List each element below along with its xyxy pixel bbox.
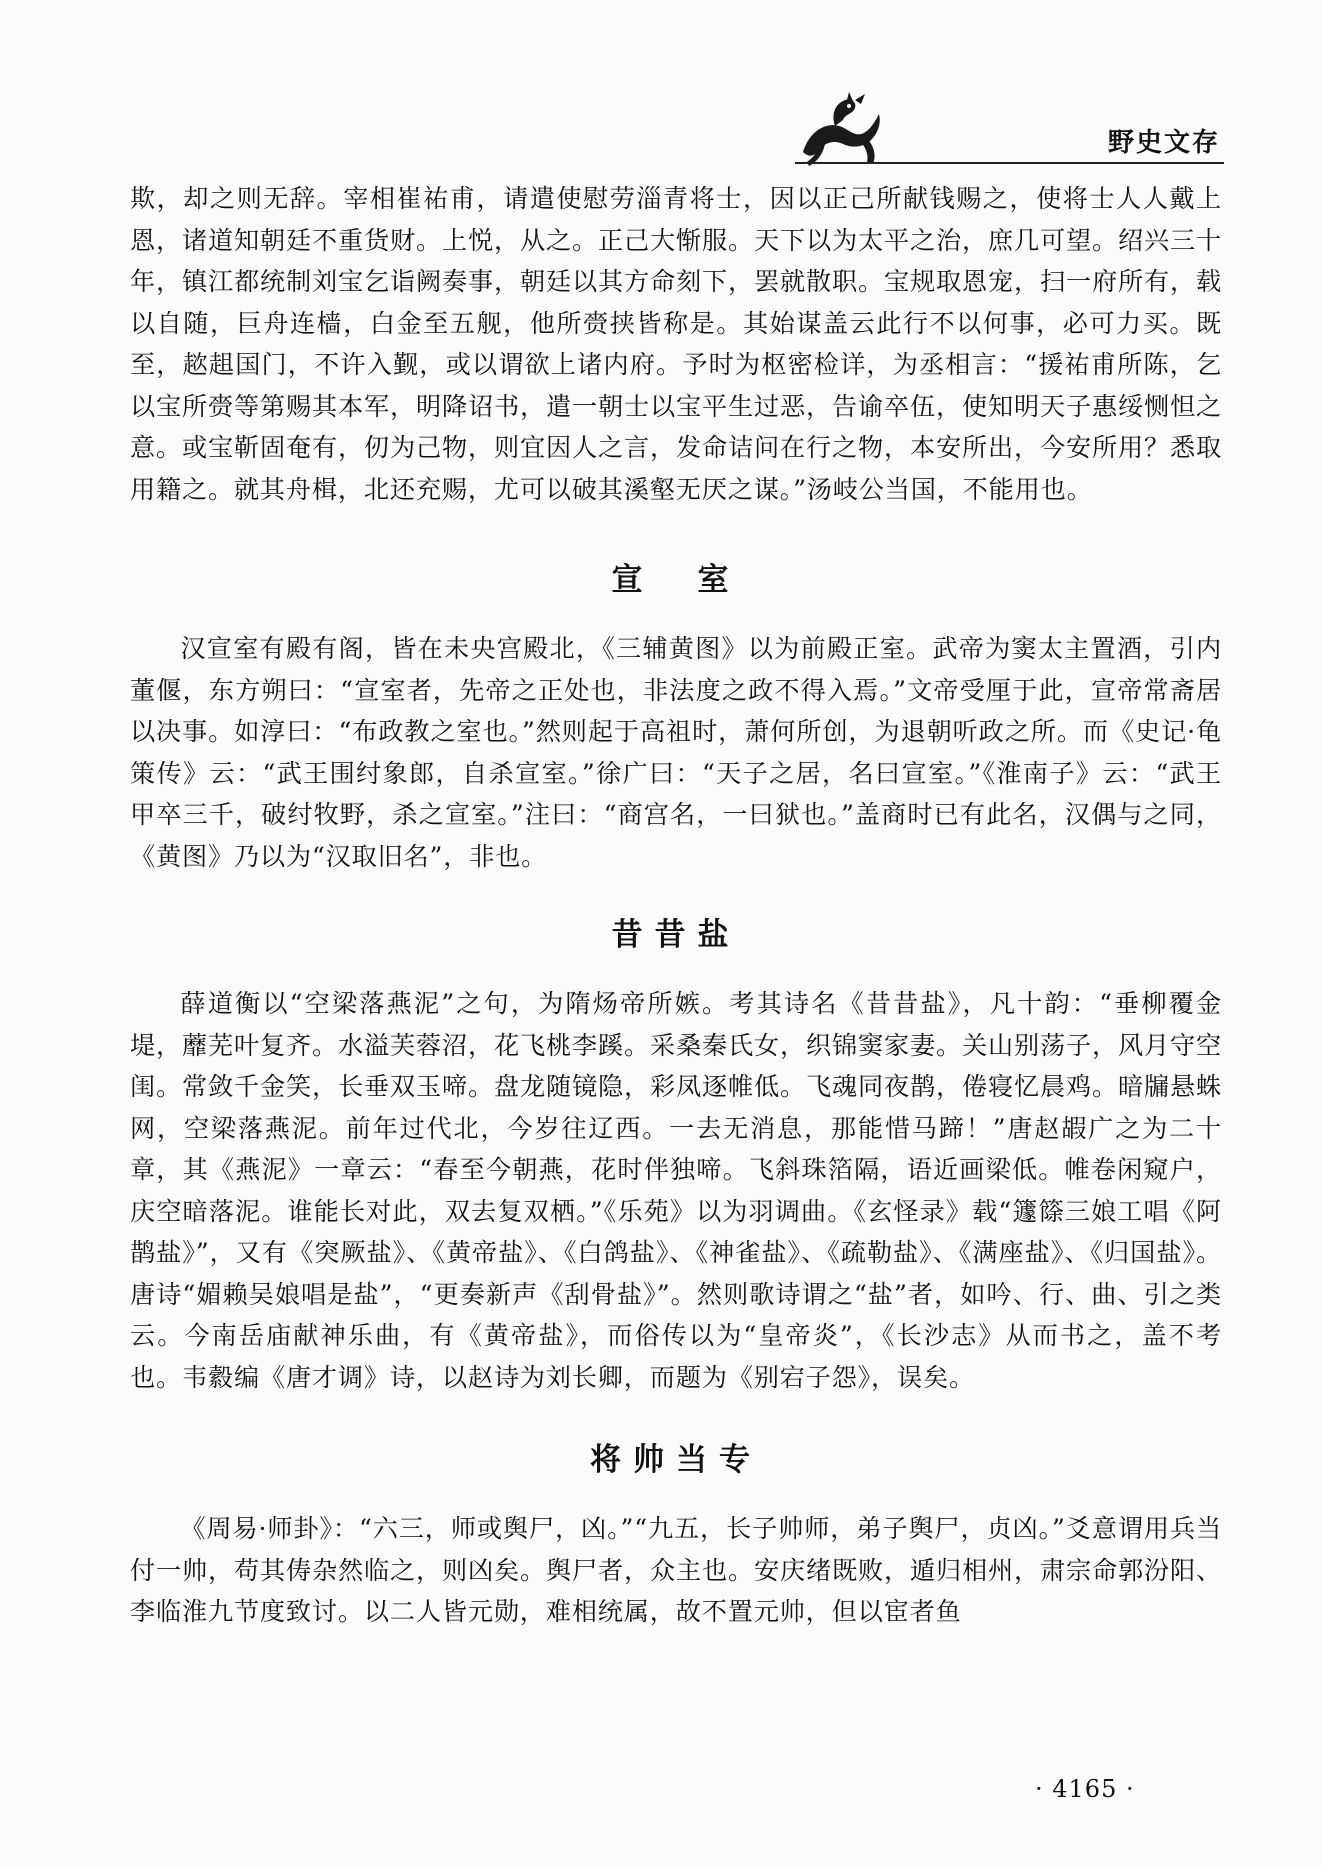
dragon-emblem-icon [795, 92, 895, 170]
page-body [130, 178, 1222, 1633]
body-paragraph: 薛道衡以“空梁落燕泥”之句，为隋炀帝所嫉。考其诗名《昔昔盐》，凡十韵：“垂柳覆金堤，蘼芜叶复齐。水溢芙蓉沼，花飞桃李蹊。采桑秦氏女，织锦窦家妻。关山别荡子，风月守空闺。常敛千金笑，长垂双玉啼。盘龙随镜隐，彩凤逐帷低。飞魂同夜鹊，倦寝忆晨鸡。暗牖悬蛛网，空梁落燕泥。前年过代北，今岁往辽西。一去无消息，那能惜马蹄！”唐赵嘏广之为二十章，其《燕泥》一章云：“春至今朝燕，花时伴独啼。飞斜珠箔隔，语近画梁低。帷卷闲窥户，庆空暗落泥。谁能长对此，双去复双栖。”《乐苑》以为羽调曲。《玄怪录》载“籧篨三娘工唱《阿鹊盐》”，又有《突厥盐》、《黄帝盐》、《白鸽盐》、《神雀盐》、《疏勒盐》、《满座盐》、《归国盐》。唐诗“媚赖吴娘唱是盐”，“更奏新声《刮骨盐》”。然则歌诗谓之“盐”者，如吟、行、曲、引之类云。今南岳庙献神乐曲，有《黄帝盐》，而俗传以为“皇帝炎”，《长沙志》从而书之，盖不考也。韦縠编《唐才调》诗，以赵诗为刘长卿，而题为《别宕子怨》，误矣。 [130, 989, 1222, 1392]
body-paragraph: 汉宣室有殿有阁，皆在未央宫殿北，《三辅黄图》以为前殿正室。武帝为窦太主置酒，引内董偃，东方朔曰：“宣室者，先帝之正处也，非法度之政不得入焉。”文帝受厘于此，宣帝常斋居以决事。如淳曰：“布政教之室也。”然则起于高祖时，萧何所创，为退朝听政之所。而《史记·龟策传》云：“武王围纣象郎，自杀宣室。”徐广曰：“天子之居，名曰宣室。”《淮南子》云：“武王甲卒三千，破纣牧野，杀之宣室。”注曰：“商宫名，一曰狱也。”盖商时已有此名，汉偶与之同，《黄图》乃以为“汉取旧名”，非也。 [130, 634, 1222, 871]
series-title: 野史文存 [1107, 128, 1220, 158]
section-heading-xuanshi: 宣 室 [611, 562, 741, 598]
body-paragraph: 《周易·师卦》：“六三，师或舆尸，凶。”“九五，长子帅师，弟子舆尸，贞凶。”爻意谓用兵当付一帅，苟其俦杂然临之，则凶矣。舆尸者，众主也。安庆绪既败，遁归相州，肃宗命郭汾阳、李临淮九节度致讨。以二人皆元勋，难相统属，故不置元帅，但以宦者鱼 [130, 1514, 1222, 1626]
section-heading-xixiyan: 昔昔盐 [611, 917, 741, 953]
header-rule [795, 162, 1224, 164]
page-header [0, 0, 1322, 170]
body-paragraph: 欺，却之则无辞。宰相崔祐甫，请遣使慰劳淄青将士，因以正己所献钱赐之，使将士人人戴上恩，诸道知朝廷不重货财。上悦，从之。正己大惭服。天下以为太平之治，庶几可望。绍兴三十年，镇江都统制刘宝乞诣阙奏事，朝廷以其方命刻下，罢就散职。宝规取恩宠，扫一府所有，载以自随，巨舟连樯，白金至五舰，他所赍挟皆称是。其始谋盖云此行不以何事，必可力买。既至，趑趄国门，不许入觐，或以谓欲上诸内府。予时为枢密检详，为丞相言：“援祐甫所陈，乞以宝所赍等第赐其本军，明降诏书，遣一朝士以宝平生过恶，告谕卒伍，使知明天子惠绥恻怛之意。或宝靳固奄有，仞为己物，则宜因人之言，发命诘问在行之物，本安所出，今安所用？悉取用籍之。就其舟楫，北还充赐，尤可以破其溪壑无厌之谋。”汤岐公当国，不能用也。 [130, 184, 1222, 504]
section-heading-jiangshuai: 将帅当专 [590, 1442, 762, 1478]
page-number: · 4165 · [1035, 1775, 1135, 1803]
